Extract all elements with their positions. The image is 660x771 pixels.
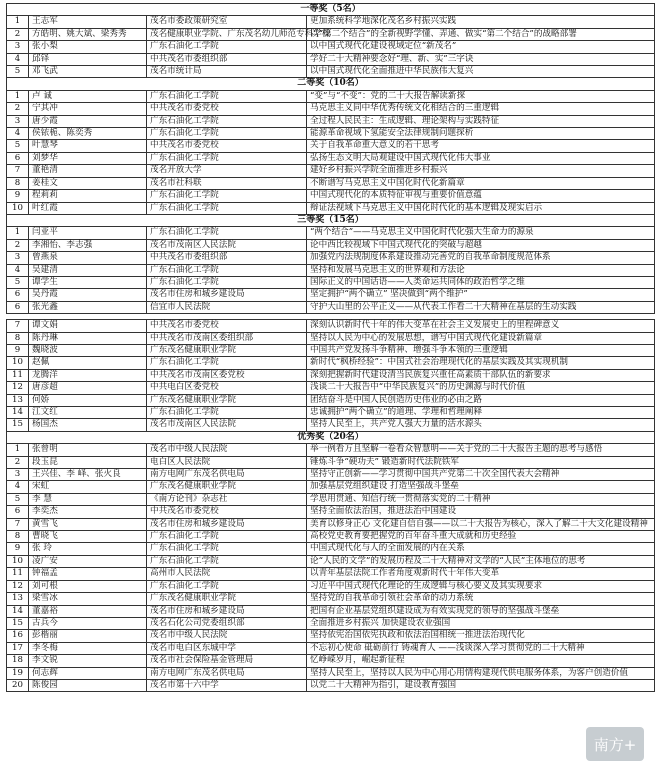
title-cell: 建好乡村振兴学院全面推进乡村振兴 — [307, 165, 655, 177]
author-cell: 谭文娟 — [29, 320, 147, 332]
section-header — [7, 4, 655, 16]
table-row — [7, 518, 655, 530]
title-cell: 坚持人民至上，共产党人强大力量的活水源头 — [307, 419, 655, 431]
organization-cell: 南方电网广东茂名供电局 — [147, 469, 307, 481]
table-row — [7, 481, 655, 493]
title-cell: 全面推进乡村振兴 加快建设农业强国 — [307, 617, 655, 629]
rank-cell: 17 — [7, 642, 29, 654]
rank-cell: 2 — [7, 239, 29, 251]
table-row — [7, 642, 655, 654]
table-row — [7, 655, 655, 667]
table-row — [7, 252, 655, 264]
title-cell: 弘扬生态文明大局观建设中国式现代化伟大事业 — [307, 152, 655, 164]
section-header — [7, 431, 655, 443]
table-row — [7, 456, 655, 468]
table-row — [7, 103, 655, 115]
rank-cell: 11 — [7, 369, 29, 381]
organization-cell: 广东石油化工学院 — [147, 41, 307, 53]
author-cell: 李文锐 — [29, 655, 147, 667]
organization-cell: 广东石油化工学院 — [147, 264, 307, 276]
table-row — [7, 382, 655, 394]
title-cell: 深刻认识新时代十年的伟大变革在社会主义发展史上的里程碑意义 — [307, 320, 655, 332]
author-cell: 吴丹霞 — [29, 289, 147, 301]
organization-cell: 广东茂名健康职业学院 — [147, 394, 307, 406]
organization-cell: 电白区人民法院 — [147, 456, 307, 468]
organization-cell: 信宜市人民法院 — [147, 301, 307, 313]
organization-cell: 中共电白区委党校 — [147, 382, 307, 394]
title-cell: 坚持全面依法治国，推进法治中国建设 — [307, 506, 655, 518]
author-cell: 叶红霞 — [29, 202, 147, 214]
title-cell: 中国式现代化的本质特征审视与重要价值意蕴 — [307, 190, 655, 202]
table-row — [7, 543, 655, 555]
title-cell: 忠诚拥护“两个确立”的道理、学理和哲理阐释 — [307, 407, 655, 419]
organization-cell: 茂名市中级人民法院 — [147, 630, 307, 642]
title-cell: 高校党史教育要把握党的百年奋斗重大成就和历史经验 — [307, 531, 655, 543]
organization-cell: 茂名市住房和城乡建设局 — [147, 605, 307, 617]
title-cell: 全过程人民民主：生成逻辑、理论架构与实践特征 — [307, 115, 655, 127]
title-cell: 美育以修身正心 文化建自信自强——以二十大报告为核心，深入了解二十大文化建设精神 — [307, 518, 655, 530]
title-cell: 学好二十大精神要念好“理、新、实”三字诀 — [307, 53, 655, 65]
author-cell: 钟福孟 — [29, 568, 147, 580]
author-cell: 闫亚平 — [29, 227, 147, 239]
organization-cell: 中共茂名市委党校 — [147, 506, 307, 518]
author-cell: 姜桂文 — [29, 177, 147, 189]
title-cell: 以中国式现代化全面推进中华民族伟大复兴 — [307, 66, 655, 78]
rank-cell: 20 — [7, 679, 29, 691]
author-cell: 张小梨 — [29, 41, 147, 53]
title-cell: 团结奋斗是中国人民创造历史伟业的必由之路 — [307, 394, 655, 406]
rank-cell: 15 — [7, 419, 29, 431]
organization-cell: 广东石油化工学院 — [147, 580, 307, 592]
rank-cell: 5 — [7, 493, 29, 505]
title-cell: 举一例看万且坚解一卷看众智慧明——关于党的二十大报告主题的思考与感悟 — [307, 444, 655, 456]
author-cell: 唐少霞 — [29, 115, 147, 127]
rank-cell: 1 — [7, 16, 29, 28]
rank-cell: 7 — [7, 165, 29, 177]
author-cell: 吴建清 — [29, 264, 147, 276]
table-row — [7, 190, 655, 202]
title-cell: 论中西比较视域下中国式现代化的突破与超越 — [307, 239, 655, 251]
author-cell: 龙腾洋 — [29, 369, 147, 381]
organization-cell: 中共茂名市委组织部 — [147, 252, 307, 264]
table-row — [7, 276, 655, 288]
rank-cell: 3 — [7, 252, 29, 264]
title-cell: 学思用贯通、知信行统一贯彻落实党的二十精神 — [307, 493, 655, 505]
author-cell: 何娇 — [29, 394, 147, 406]
watermark-text: 南方+ — [593, 736, 637, 754]
rank-cell: 12 — [7, 580, 29, 592]
section-header-text: 优秀奖（20名） — [7, 431, 655, 443]
organization-cell: 茂名市统计局 — [147, 66, 307, 78]
rank-cell: 2 — [7, 103, 29, 115]
table-row — [7, 301, 655, 313]
awards-table — [6, 3, 655, 692]
rank-cell: 10 — [7, 555, 29, 567]
table-row — [7, 568, 655, 580]
rank-cell: 13 — [7, 593, 29, 605]
table-row — [7, 444, 655, 456]
organization-cell: 广东石油化工学院 — [147, 90, 307, 102]
table-row — [7, 506, 655, 518]
rank-cell: 1 — [7, 444, 29, 456]
organization-cell: 中共茂名市委党校 — [147, 140, 307, 152]
title-cell: 更加系统科学地深化茂名乡村振兴实践 — [307, 16, 655, 28]
table-row — [7, 407, 655, 419]
author-cell: 曹晓飞 — [29, 531, 147, 543]
table-row — [7, 53, 655, 65]
author-cell: 李湘怡、李志强 — [29, 239, 147, 251]
table-row — [7, 16, 655, 28]
organization-cell: 中共茂名市茂南区委组织部 — [147, 332, 307, 344]
organization-cell: 广东石油化工学院 — [147, 543, 307, 555]
organization-cell: 广东石油化工学院 — [147, 190, 307, 202]
title-cell: 坚持守正创新——学习贯彻中国共产党第二十次全国代表大会精神 — [307, 469, 655, 481]
rank-cell: 8 — [7, 177, 29, 189]
organization-cell: 《南方论刊》杂志社 — [147, 493, 307, 505]
rank-cell: 14 — [7, 407, 29, 419]
author-cell: 何志辉 — [29, 667, 147, 679]
table-row — [7, 66, 655, 78]
table-row — [7, 202, 655, 214]
organization-cell: 茂名市住房和城乡建设局 — [147, 289, 307, 301]
awards-list — [6, 3, 654, 692]
organization-cell: 广东石油化工学院 — [147, 227, 307, 239]
author-cell: 梁雪冰 — [29, 593, 147, 605]
table-row — [7, 128, 655, 140]
title-cell: 能源革命视域下氢能安全法律规制问题探析 — [307, 128, 655, 140]
rank-cell: 9 — [7, 344, 29, 356]
title-cell: 新时代“枫桥经验”：中国式社会治理现代化的基层实践及其实现机制 — [307, 357, 655, 369]
organization-cell: 广东石油化工学院 — [147, 407, 307, 419]
rank-cell: 6 — [7, 506, 29, 518]
organization-cell: 茂名市委政策研究室 — [147, 16, 307, 28]
title-cell: 加强党内法规制度体系建设推动完善党的自我革命制度规范体系 — [307, 252, 655, 264]
author-cell: 赵佩 — [29, 357, 147, 369]
table-row — [7, 617, 655, 629]
title-cell: 坚持党的自我革命引领社会革命的动力系统 — [307, 593, 655, 605]
rank-cell: 4 — [7, 481, 29, 493]
section-header — [7, 78, 655, 90]
title-cell: 以青年基层法院工作者角度观新时代十年伟大变革 — [307, 568, 655, 580]
table-row — [7, 115, 655, 127]
author-cell: 李冬梅 — [29, 642, 147, 654]
author-cell: 宋虹 — [29, 481, 147, 493]
table-row — [7, 593, 655, 605]
title-cell: “变”与“不变”：党的二十大报告解读新探 — [307, 90, 655, 102]
rank-cell: 5 — [7, 66, 29, 78]
organization-cell: 茂名石化公司党委组织部 — [147, 617, 307, 629]
author-cell: 彭楷丽 — [29, 630, 147, 642]
author-cell: 叶慧琴 — [29, 140, 147, 152]
author-cell: 李 慧 — [29, 493, 147, 505]
rank-cell: 5 — [7, 140, 29, 152]
table-row — [7, 394, 655, 406]
rank-cell: 6 — [7, 289, 29, 301]
rank-cell: 2 — [7, 456, 29, 468]
author-cell: 邱铎 — [29, 53, 147, 65]
author-cell: 张曾明 — [29, 444, 147, 456]
organization-cell: 茂名市社科联 — [147, 177, 307, 189]
organization-cell: 中共茂名市茂南区委党校 — [147, 369, 307, 381]
organization-cell: 广东石油化工学院 — [147, 555, 307, 567]
title-cell: 忆峥嵘岁月，崛起新征程 — [307, 655, 655, 667]
organization-cell: 广东石油化工学院 — [147, 128, 307, 140]
author-cell: 邓飞武 — [29, 66, 147, 78]
author-cell: 魏晓波 — [29, 344, 147, 356]
section-header-text: 三等奖（15名） — [7, 214, 655, 226]
rank-cell: 8 — [7, 332, 29, 344]
table-row — [7, 580, 655, 592]
author-cell: 王志军 — [29, 16, 147, 28]
author-cell: 侯铱栀、陈奕秀 — [29, 128, 147, 140]
table-row — [7, 332, 655, 344]
rank-cell: 3 — [7, 41, 29, 53]
organization-cell: 茂名健康职业学院、广东茂名幼儿师范专科学校 — [147, 28, 307, 40]
table-row — [7, 264, 655, 276]
author-cell: 董艳清 — [29, 165, 147, 177]
organization-cell: 茂名市住房和城乡建设局 — [147, 518, 307, 530]
table-row — [7, 531, 655, 543]
table-row — [7, 667, 655, 679]
rank-cell: 3 — [7, 469, 29, 481]
table-row — [7, 419, 655, 431]
organization-cell: 广东石油化工学院 — [147, 531, 307, 543]
author-cell: 黄雪飞 — [29, 518, 147, 530]
author-cell: 杨国杰 — [29, 419, 147, 431]
organization-cell: 茂名开放大学 — [147, 165, 307, 177]
rank-cell: 9 — [7, 190, 29, 202]
rank-cell: 15 — [7, 617, 29, 629]
title-cell: 中国式现代化与人的全面发展的内在关系 — [307, 543, 655, 555]
rank-cell: 19 — [7, 667, 29, 679]
table-row — [7, 165, 655, 177]
rank-cell: 16 — [7, 630, 29, 642]
organization-cell: 广东茂名健康职业学院 — [147, 593, 307, 605]
organization-cell: 广东茂名健康职业学院 — [147, 344, 307, 356]
organization-cell: 广东石油化工学院 — [147, 115, 307, 127]
table-row — [7, 239, 655, 251]
author-cell: 程莉莉 — [29, 190, 147, 202]
rank-cell: 3 — [7, 115, 29, 127]
rank-cell: 6 — [7, 301, 29, 313]
author-cell: 李奕杰 — [29, 506, 147, 518]
title-cell: 以中国式现代化建设视域定位“新茂名” — [307, 41, 655, 53]
table-row — [7, 41, 655, 53]
organization-cell: 茂名市第十六中学 — [147, 679, 307, 691]
organization-cell: 广东石油化工学院 — [147, 276, 307, 288]
rank-cell: 14 — [7, 605, 29, 617]
rank-cell: 13 — [7, 394, 29, 406]
author-cell: 陈丹琳 — [29, 332, 147, 344]
organization-cell: 高州市人民法院 — [147, 568, 307, 580]
title-cell: 不断谱写马克思主义中国化时代化新篇章 — [307, 177, 655, 189]
rank-cell: 1 — [7, 90, 29, 102]
table-row — [7, 679, 655, 691]
table-row — [7, 344, 655, 356]
table-row — [7, 630, 655, 642]
rank-cell: 7 — [7, 518, 29, 530]
title-cell: 坚持和发展马克思主义的世界观和方法论 — [307, 264, 655, 276]
author-cell: 张 玲 — [29, 543, 147, 555]
author-cell: 卢 诚 — [29, 90, 147, 102]
title-cell: 坚持依宪治国依宪执政和依法治国相统一推进法治现代化 — [307, 630, 655, 642]
title-cell: 中国共产党发扬斗争精神、增强斗争本领的三重逻辑 — [307, 344, 655, 356]
organization-cell: 广东石油化工学院 — [147, 152, 307, 164]
rank-cell: 9 — [7, 543, 29, 555]
rank-cell: 4 — [7, 53, 29, 65]
organization-cell: 茂名市中级人民法院 — [147, 444, 307, 456]
title-cell: 论“人民的文学”的发展历程及二十大精神对文学的“人民”主体地位的思考 — [307, 555, 655, 567]
organization-cell: 茂名市茂南区人民法院 — [147, 419, 307, 431]
rank-cell: 7 — [7, 320, 29, 332]
author-cell: 段玉昆 — [29, 456, 147, 468]
author-cell: 陈俊园 — [29, 679, 147, 691]
organization-cell: 广东石油化工学院 — [147, 202, 307, 214]
rank-cell: 10 — [7, 202, 29, 214]
title-cell: 锤炼斗争“硬功夫” 锻造新时代法院铁军 — [307, 456, 655, 468]
title-cell: 浅谈二十大报告中“中华民族复兴”的历史渊源与时代价值 — [307, 382, 655, 394]
rank-cell: 6 — [7, 152, 29, 164]
author-cell: 董嘉裕 — [29, 605, 147, 617]
table-row — [7, 152, 655, 164]
organization-cell: 茂名市社会保险基金管理局 — [147, 655, 307, 667]
table-row — [7, 320, 655, 332]
title-cell: 把国有企业基层党组织建设成为有效实现党的领导的坚强战斗堡垒 — [307, 605, 655, 617]
table-row — [7, 140, 655, 152]
author-cell: 王兴佳、李 峄、张火良 — [29, 469, 147, 481]
organization-cell: 南方电网广东茂名供电局 — [147, 667, 307, 679]
rank-cell: 10 — [7, 357, 29, 369]
rank-cell: 18 — [7, 655, 29, 667]
table-row — [7, 177, 655, 189]
section-header-text: 二等奖（10名） — [7, 78, 655, 90]
author-cell: 谭学生 — [29, 276, 147, 288]
organization-cell: 茂名市电白区东城中学 — [147, 642, 307, 654]
organization-cell: 广东茂名健康职业学院 — [147, 481, 307, 493]
section-header — [7, 214, 655, 226]
author-cell: 宁其冲 — [29, 103, 147, 115]
title-cell: 辩证法视域下马克思主义中国化时代化的基本逻辑及现实启示 — [307, 202, 655, 214]
author-cell: 方皓明、姚大斌、梁秀秀 — [29, 28, 147, 40]
organization-cell: 茂名市茂南区人民法院 — [147, 239, 307, 251]
title-cell: 以党二十大精神为指引，建设教育强国 — [307, 679, 655, 691]
author-cell: 刘可根 — [29, 580, 147, 592]
title-cell: 深刻把握新时代建设清当民族复兴重任高素质干部队伍的新要求 — [307, 369, 655, 381]
title-cell: 坚持人民至上，坚持以人民为中心用心用情构建现代供电服务体系，为客户创造价值 — [307, 667, 655, 679]
organization-cell: 中共茂名市委组织部 — [147, 53, 307, 65]
rank-cell: 12 — [7, 382, 29, 394]
section-header-text: 一等奖（5名） — [7, 4, 655, 16]
table-row — [7, 555, 655, 567]
table-row — [7, 605, 655, 617]
table-row — [7, 28, 655, 40]
rank-cell: 4 — [7, 264, 29, 276]
watermark-logo — [586, 727, 644, 761]
author-cell: 凌广安 — [29, 555, 147, 567]
author-cell: 唐彦超 — [29, 382, 147, 394]
rank-cell: 2 — [7, 28, 29, 40]
table-row — [7, 369, 655, 381]
title-cell: 守护大山里的公平正义——从代表工作看二十大精神在基层的生动实践 — [307, 301, 655, 313]
title-cell: 国际正义的中国话语——人类命运共同体的政治哲学之维 — [307, 276, 655, 288]
table-row — [7, 357, 655, 369]
table-row — [7, 289, 655, 301]
organization-cell: 广东石油化工学院 — [147, 357, 307, 369]
table-row — [7, 90, 655, 102]
rank-cell: 11 — [7, 568, 29, 580]
title-cell: 加强基层党组织建设 打造坚强战斗堡垒 — [307, 481, 655, 493]
title-cell: 坚定拥护“两个确立” 坚决做到“两个维护” — [307, 289, 655, 301]
table-row — [7, 227, 655, 239]
title-cell: 习近平中国式现代化理论的生成逻辑与核心要义及其实现要求 — [307, 580, 655, 592]
title-cell: 马克思主义同中华优秀传统文化相结合的三重逻辑 — [307, 103, 655, 115]
title-cell: “两个结合”——马克思主义中国化时代化强大生命力的源泉 — [307, 227, 655, 239]
table-row — [7, 493, 655, 505]
title-cell: 坚持以人民为中心的发展思想，谱写中国式现代化建设新篇章 — [307, 332, 655, 344]
table-row — [7, 469, 655, 481]
author-cell: 江文红 — [29, 407, 147, 419]
author-cell: 曾燕泉 — [29, 252, 147, 264]
rank-cell: 4 — [7, 128, 29, 140]
author-cell: 张光鑫 — [29, 301, 147, 313]
title-cell: 不忘初心使命 砥砺前行 铸魂育人 ——浅谈深入学习贯彻党的二十大精神 — [307, 642, 655, 654]
rank-cell: 8 — [7, 531, 29, 543]
organization-cell: 中共茂名市委党校 — [147, 320, 307, 332]
rank-cell: 5 — [7, 276, 29, 288]
author-cell: 刘梦华 — [29, 152, 147, 164]
table-body — [7, 4, 655, 692]
rank-cell: 1 — [7, 227, 29, 239]
title-cell: 以“第二个结合”的全新视野学懂、弄通、做实“第二个结合”的战略部署 — [307, 28, 655, 40]
author-cell: 古兵今 — [29, 617, 147, 629]
title-cell: 关于自我革命重大意义的若干思考 — [307, 140, 655, 152]
organization-cell: 中共茂名市委党校 — [147, 103, 307, 115]
